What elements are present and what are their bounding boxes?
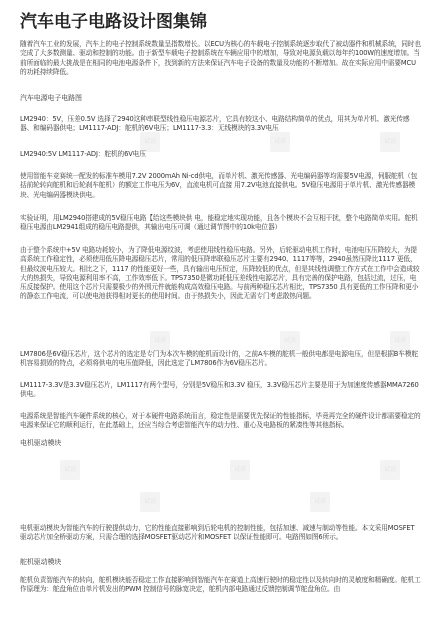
section-label-motor-drive: 电机驱动模块 [20, 439, 62, 447]
intro-paragraph: 随着汽车工业的发展，汽车上的电子控制系统数量呈指数增长。以ECU为核心的车载电子控制系统逐步取代了被动器件和机械系统，同时也完成了大多数测量、驱动和控制的功能。由于新型车载电子控制系统在车辆应用中的增加，导致对电源负载以每年约100W的速度增加。当前所面临的最大挑战是在相同的电池电源条件下，找到新的方法来保证汽车电子设备的数量及功能的不断增加。故在实际应用中需要MCU的功耗持续降低。 [20, 40, 421, 76]
paragraph-lm1117: LM1117-3.3V是3.3V稳压芯片，LM1117有两个型号，分别是5V稳压和3.3V 稳压，3.3V稳压芯片主要是用于为加速度传感器MMA7260供电。 [20, 381, 419, 399]
paragraph-lm2940: LM2940：5V，压差0.5V 选择了2940这种串联型线性稳压电源芯片，它具有较这小、电路结构简单的优点，用其为单片机、激光传感器、和编码器供电；LM1117-ADJ：舵机的6V电压；LM1117-3.3：无线模块的3.3V电压 [20, 115, 410, 133]
figure-placeholder-motor-circuit [20, 452, 420, 520]
watermark-badge: 试读 [380, 460, 400, 480]
paragraph-power-supply: 使用智能车竞赛统一配发的标准车模用7.2V 2000mAh Ni-cd供电，而单片机、激光传感器、光电编码器等均需要5V电源，伺服舵机（包括前轮转向舵机和后轮刹车舵机）的额定工作电压为6V，直流电机可直接 用7.2V电池直接供电。5V稳压电源用于单片机、激光传感器模块、光电编码器模块供电。 [20, 172, 418, 199]
figure-placeholder-1 [20, 136, 420, 150]
watermark-badge: 试读 [60, 460, 80, 480]
paragraph-motor-drive: 电机驱动模块为智能汽车的行驶提供动力，它的性能直接影响到后轮电机的控制性能，包括加速、减速与制动等性能。本文采用MOSFET 驱动芯片加全桥驱动方案，只需合理的选择MOSFET驱动芯片和MOSFET 以保证性能即可。电路图如图6所示。 [20, 524, 415, 542]
paragraph-servo: 舵机负责智能汽车的转向，舵机模块能否稳定工作直接影响到智能汽车在赛道上高速行驶时的稳定性以及转向时的灵敏度和精确度。舵机工作原理为：舵盘角位由单片机发出的PWM 控制信号的脉宽决定，舵机内部电路通过反馈控制调节舵盘角位。由 [20, 576, 421, 594]
paragraph-power-system: 电源系统是智能汽车硬件系统的核心，对于本硬件电路系统而言，稳定性是需要优先保证的性能指标，毕竟再完全的硬件设计都需要稳定的电源来保证它的顺利运行，在此基础上，还应当综合考虑智能汽车的动力性、重心及电路板的紧凑性等其他指标。 [20, 412, 421, 430]
watermark-badge: 试读 [390, 331, 410, 351]
watermark-badge: 试读 [310, 492, 330, 512]
caption-regulators: LM2940:5V LM1117-ADJ：舵机的6V电压 [20, 150, 146, 158]
watermark-badge: 试读 [140, 132, 160, 152]
paragraph-linear-regulator: 由于整个系统中+5V 电路功耗较小，为了降低电源纹波，考虑使用线性稳压电路。另外，后轮驱动电机工作时，电池电压压降较大，为提高系统工作稳定性，必须使用低压降电源稳压芯片，常用的低压降串联稳压芯片主要有2940、1117等等，2940虽然压降比1117 更低，但最纹波电压较大。相比之下，1117 的性能更好一些，具有输出电压恒定，压降较低的优点，但是其线性调整工作方式在工作中会造成较大的热损失，导致电源利用率不高，工作效率低下。TPS7350是微功耗低压差线性电源芯片，具有完善的保护电路，包括过流，过压，电压反接保护。使用这个芯片只需要极少的外围元件就能构成高效稳压电路。与前两种稳压芯片相比，TPS7350 具有更低的工作压降和更小的静态工作电流，可以使电池获得相对更长的使用时间。由于热损失小，因此无需专门考虑散热问题。 [20, 246, 420, 301]
page-title: 汽车电子电路设计图集锦 [20, 12, 207, 32]
watermark-badge: 试读 [270, 132, 290, 152]
figure-placeholder-2 [20, 335, 420, 349]
paragraph-experiment: 实验证明，用LM2940搭建成的5V稳压电路【给这些模块供 电，能稳定地实现功能，且各个模块不会互相干扰，整个电路简单实用。舵机稳压电源由LM2941组成的稳压电路提供，其输出电压可调（通过调节图中的10k电位器） [20, 214, 418, 232]
section-label-servo-drive: 舵机驱动模块 [20, 558, 62, 566]
watermark-badge: 试读 [230, 460, 250, 480]
watermark-badge: 试读 [140, 492, 160, 512]
section-label-power-circuit: 汽车电源电子电路图 [20, 94, 82, 102]
paragraph-lm7806: LM7806是6V稳压芯片，这个芯片的选定是专门为本次车模的舵机而设计的，之前A车模的舵机一般供电都是电源电压，但是根据B车模舵机容易损毁的特点，必须将供电的电压值降低，因此选定了LM7806作为6V稳压芯片。 [20, 350, 418, 368]
watermark-badge: 试读 [280, 331, 300, 351]
watermark-badge: 试读 [150, 331, 170, 351]
watermark-badge: 试读 [380, 132, 400, 152]
